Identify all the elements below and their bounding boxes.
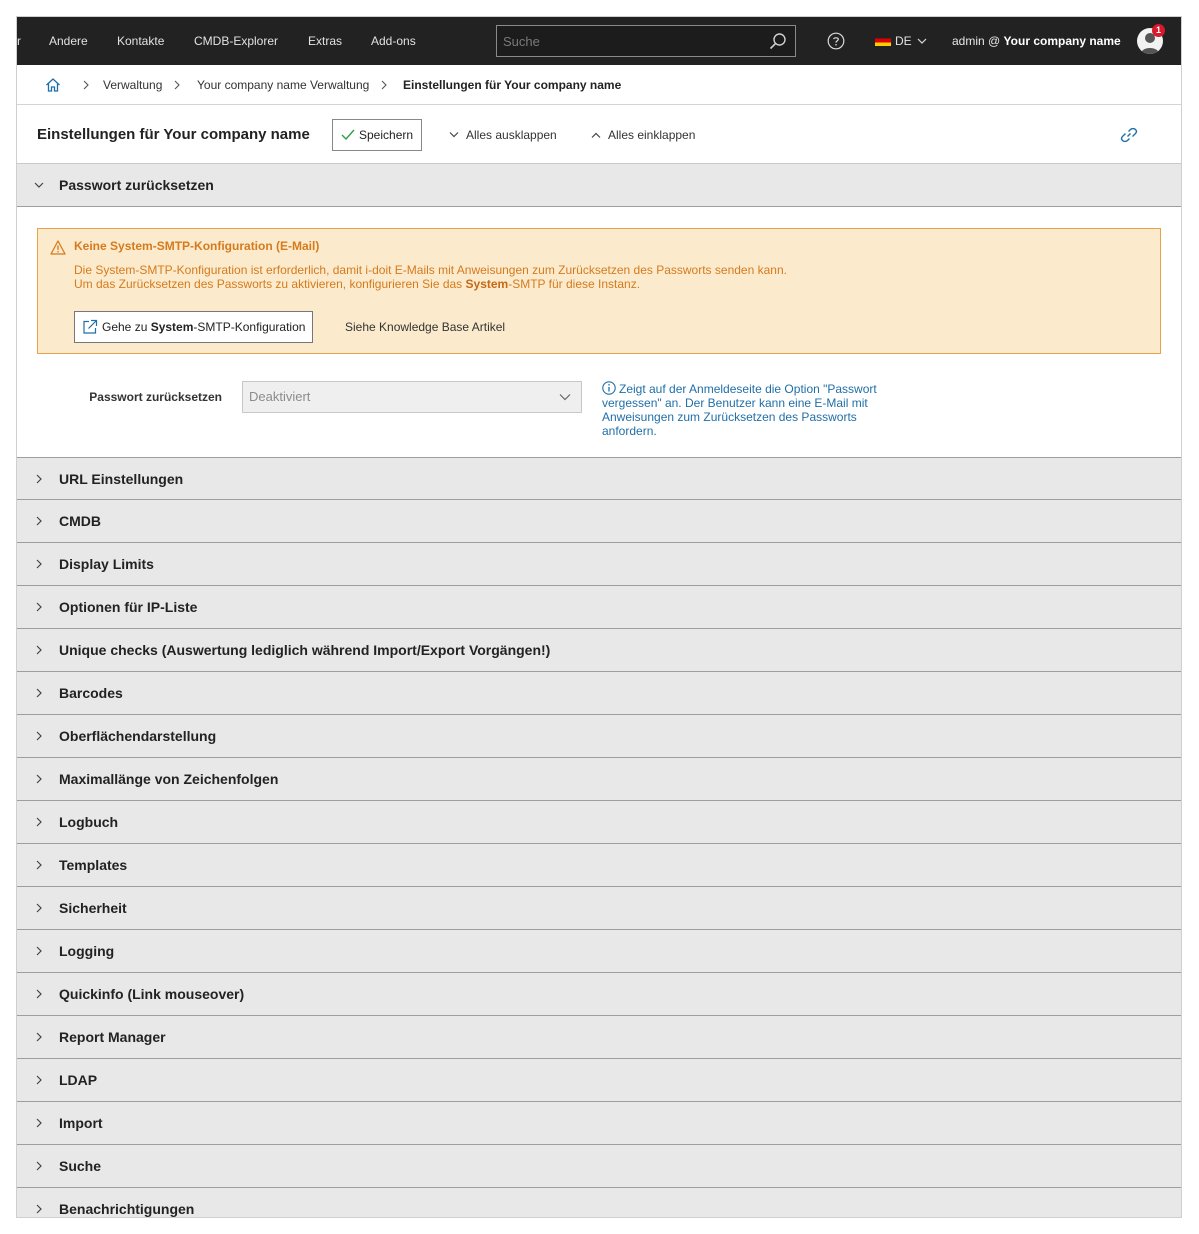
chevron-right-icon xyxy=(33,644,45,656)
help-icon[interactable] xyxy=(827,32,845,50)
german-flag-icon xyxy=(875,35,891,46)
warning-line-2-end: -SMTP für diese Instanz. xyxy=(508,277,641,291)
search-box xyxy=(496,25,796,57)
section-header[interactable] xyxy=(17,672,1182,715)
breadcrumb-company-verwaltung[interactable]: Your company name Verwaltung xyxy=(197,78,370,92)
save-button[interactable] xyxy=(332,119,422,151)
top-navigation xyxy=(17,17,1182,65)
password-reset-label: Passwort zurücksetzen xyxy=(89,390,222,404)
search-icon[interactable] xyxy=(769,32,787,50)
chevron-right-icon xyxy=(33,515,45,527)
section-title: LDAP xyxy=(59,1072,98,1088)
chevron-right-icon xyxy=(33,816,45,828)
section-title: Unique checks (Auswertung lediglich während Import/Export Vorgängen!) xyxy=(59,642,551,658)
section-title: Import xyxy=(59,1115,103,1131)
collapse-all-button[interactable] xyxy=(591,119,695,151)
section-title: Templates xyxy=(59,857,128,873)
user-name: admin @ xyxy=(952,34,1001,48)
smtp-button-label-start: Gehe zu xyxy=(102,320,151,334)
chevron-right-icon xyxy=(33,473,45,485)
section-header[interactable] xyxy=(17,543,1182,586)
chevron-right-icon xyxy=(33,773,45,785)
language-selector[interactable] xyxy=(875,17,927,65)
section-header[interactable] xyxy=(17,1059,1182,1102)
chevron-right-icon xyxy=(33,1203,45,1215)
section-header[interactable] xyxy=(17,1102,1182,1145)
search-input[interactable] xyxy=(497,26,757,56)
section-header[interactable] xyxy=(17,844,1182,887)
section-title: Oberflächendarstellung xyxy=(59,728,217,744)
nav-item-add-ons[interactable]: Add-ons xyxy=(371,34,416,48)
section-title: Optionen für IP-Liste xyxy=(59,599,198,615)
link-icon[interactable] xyxy=(1120,126,1138,144)
breadcrumb-current: Einstellungen für Your company name xyxy=(403,78,622,92)
warning-line-2-bold: System xyxy=(465,277,509,291)
smtp-button-label-bold: System xyxy=(150,320,194,334)
section-title: Quickinfo (Link mouseover) xyxy=(59,986,245,1002)
knowledge-base-link[interactable]: Siehe Knowledge Base Artikel xyxy=(345,320,506,334)
section-header[interactable] xyxy=(17,500,1182,543)
chevron-right-icon xyxy=(33,859,45,871)
app-window xyxy=(16,16,1182,1218)
user-menu[interactable] xyxy=(952,17,1121,65)
nav-item-truncated[interactable]: r xyxy=(17,34,21,48)
warning-line-2-start: Um das Zurücksetzen des Passworts zu aktivieren, konfigurieren Sie das xyxy=(74,277,466,291)
section-title: CMDB xyxy=(59,513,101,529)
section-title: Logging xyxy=(59,943,115,959)
go-to-smtp-config-button[interactable] xyxy=(74,311,313,343)
section-header[interactable] xyxy=(17,715,1182,758)
chevron-down-icon xyxy=(449,131,459,139)
warning-text xyxy=(74,263,787,291)
section-header[interactable] xyxy=(17,801,1182,844)
breadcrumb xyxy=(17,65,1182,105)
nav-item-andere[interactable]: Andere xyxy=(49,34,88,48)
section-title: Barcodes xyxy=(59,685,123,701)
page-header xyxy=(17,105,1182,164)
home-icon[interactable] xyxy=(45,77,61,93)
section-header[interactable] xyxy=(17,457,1182,500)
section-title: Maximallänge von Zeichenfolgen xyxy=(59,771,279,787)
chevron-right-icon xyxy=(33,687,45,699)
password-reset-hint xyxy=(602,381,897,438)
chevron-right-icon xyxy=(81,80,91,90)
section-header[interactable] xyxy=(17,758,1182,801)
warning-title: Keine System-SMTP-Konfiguration (E-Mail) xyxy=(74,239,320,253)
expand-all-button[interactable] xyxy=(449,119,557,151)
chevron-down-icon xyxy=(559,393,571,401)
chevron-right-icon xyxy=(33,558,45,570)
chevron-down-icon xyxy=(33,179,45,191)
section-title: Benachrichtigungen xyxy=(59,1201,195,1217)
section-header[interactable] xyxy=(17,930,1182,973)
chevron-right-icon xyxy=(33,902,45,914)
section-header[interactable] xyxy=(17,887,1182,930)
expand-all-label: Alles ausklappen xyxy=(466,128,557,142)
notification-badge[interactable]: 1 xyxy=(1152,24,1165,37)
save-button-label: Speichern xyxy=(359,128,414,142)
section-title: Suche xyxy=(59,1158,102,1174)
chevron-right-icon xyxy=(33,1074,45,1086)
nav-item-kontakte[interactable]: Kontakte xyxy=(117,34,165,48)
section-title: Display Limits xyxy=(59,556,154,572)
section-header[interactable] xyxy=(17,1016,1182,1059)
section-title: Report Manager xyxy=(59,1029,166,1045)
section-header[interactable] xyxy=(17,973,1182,1016)
select-value: Deaktiviert xyxy=(249,389,311,404)
chevron-up-icon xyxy=(591,131,601,139)
smtp-warning xyxy=(37,228,1161,354)
chevron-right-icon xyxy=(379,80,389,90)
section-header[interactable] xyxy=(17,1188,1182,1218)
chevron-right-icon xyxy=(33,1117,45,1129)
section-title: URL Einstellungen xyxy=(59,471,184,487)
section-header-passwort-zuruecksetzen[interactable] xyxy=(17,164,1182,207)
warning-icon xyxy=(50,240,66,255)
warning-line-1: Die System-SMTP-Konfiguration ist erforderlich, damit i-doit E-Mails mit Anweisungen zum Zurücksetzen des Passworts senden kann. xyxy=(74,263,787,277)
chevron-down-icon xyxy=(917,37,927,45)
chevron-right-icon xyxy=(33,1160,45,1172)
external-link-icon xyxy=(82,319,98,335)
section-title: Sicherheit xyxy=(59,900,127,916)
chevron-right-icon xyxy=(33,1031,45,1043)
section-title: Passwort zurücksetzen xyxy=(59,177,214,193)
chevron-right-icon xyxy=(33,601,45,613)
section-header[interactable] xyxy=(17,1145,1182,1188)
nav-item-extras[interactable]: Extras xyxy=(308,34,343,48)
info-icon xyxy=(602,381,616,395)
smtp-button-label-end: -SMTP-Konfiguration xyxy=(193,320,306,334)
section-title: Logbuch xyxy=(59,814,119,830)
chevron-right-icon xyxy=(33,988,45,1000)
breadcrumb-verwaltung[interactable]: Verwaltung xyxy=(103,78,163,92)
collapse-all-label: Alles einklappen xyxy=(608,128,696,142)
chevron-right-icon xyxy=(33,730,45,742)
password-reset-select[interactable] xyxy=(242,381,582,413)
company-name: Your company name xyxy=(1003,34,1121,48)
warning-line-2 xyxy=(74,277,787,291)
hint-text: Zeigt auf der Anmeldeseite die Option "Passwort vergessen" an. Der Benutzer kann eine E-Mail mit Anweisungen zum Zurücksetzen des Passworts anfordern. xyxy=(602,382,877,438)
chevron-right-icon xyxy=(172,80,182,90)
chevron-right-icon xyxy=(33,945,45,957)
section-header[interactable] xyxy=(17,586,1182,629)
language-label: DE xyxy=(895,34,912,48)
section-header[interactable] xyxy=(17,629,1182,672)
page-title: Einstellungen für Your company name xyxy=(37,126,310,143)
checkmark-icon xyxy=(341,129,355,141)
nav-item-cmdb-explorer[interactable]: CMDB-Explorer xyxy=(194,34,279,48)
